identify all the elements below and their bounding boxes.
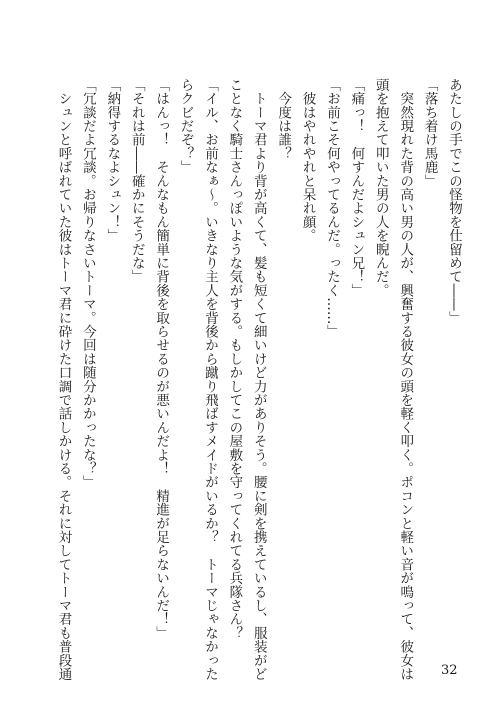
text-line: 「それは前――確かにそうだな」 (128, 78, 145, 284)
text-line: 彼はやれやれと呆れ顔。 (299, 78, 316, 243)
text-line: ことなく騎士さんっぽいような気がする。もしかしてこの屋敷を守ってくれてる兵隊さん？ (226, 78, 243, 640)
text-line: トーマ君より背が高くて、髪も短くて細いけど力がありそう。腰に剣を携えているし、服装がど (250, 78, 267, 681)
text-line: 「落ち着け馬鹿」 (421, 78, 438, 188)
text-line: 「お前こそ何やってるんだ。ったく……」 (323, 78, 340, 339)
text-line: 「納得するなよシュン！」 (104, 78, 121, 243)
text-line: 今度は誰？ (275, 78, 292, 161)
text-line: らクビだぞ？」 (177, 78, 194, 174)
text-line: 突然現れた背の高い男の人が、興奮する彼女の頭を軽く叩く。ポコンと軽い音が鳴って、彼女は (397, 78, 414, 681)
text-line: 頭を抱えて叩いた男の人を睨んだ。 (372, 78, 389, 298)
text-line: シュンと呼ばれていた彼はトーマ君に砕けた口調で話しかける。それに対してトーマ君も普段通 (55, 78, 72, 681)
text-line: あたしの手でこの怪物を仕留めて――」 (446, 78, 462, 325)
text-line: 「イル、お前なぁ～。いきなり主人を背後から蹴り飛ばすメイドがいるか？ トーマじゃなかった (201, 78, 218, 681)
text-line: 「はんっ！ そんなもん簡単に背後を取らせるのが悪いんだよ！ 精進が足らないんだ！」 (153, 78, 170, 640)
page-number: 32 (441, 663, 458, 678)
text-line: 「冗談だよ冗談。お帰りなさいトーマ。今回は随分かかったな？」 (79, 78, 96, 489)
text-line: 「痛っ！ 何すんだよシュン兄！」 (348, 78, 365, 298)
